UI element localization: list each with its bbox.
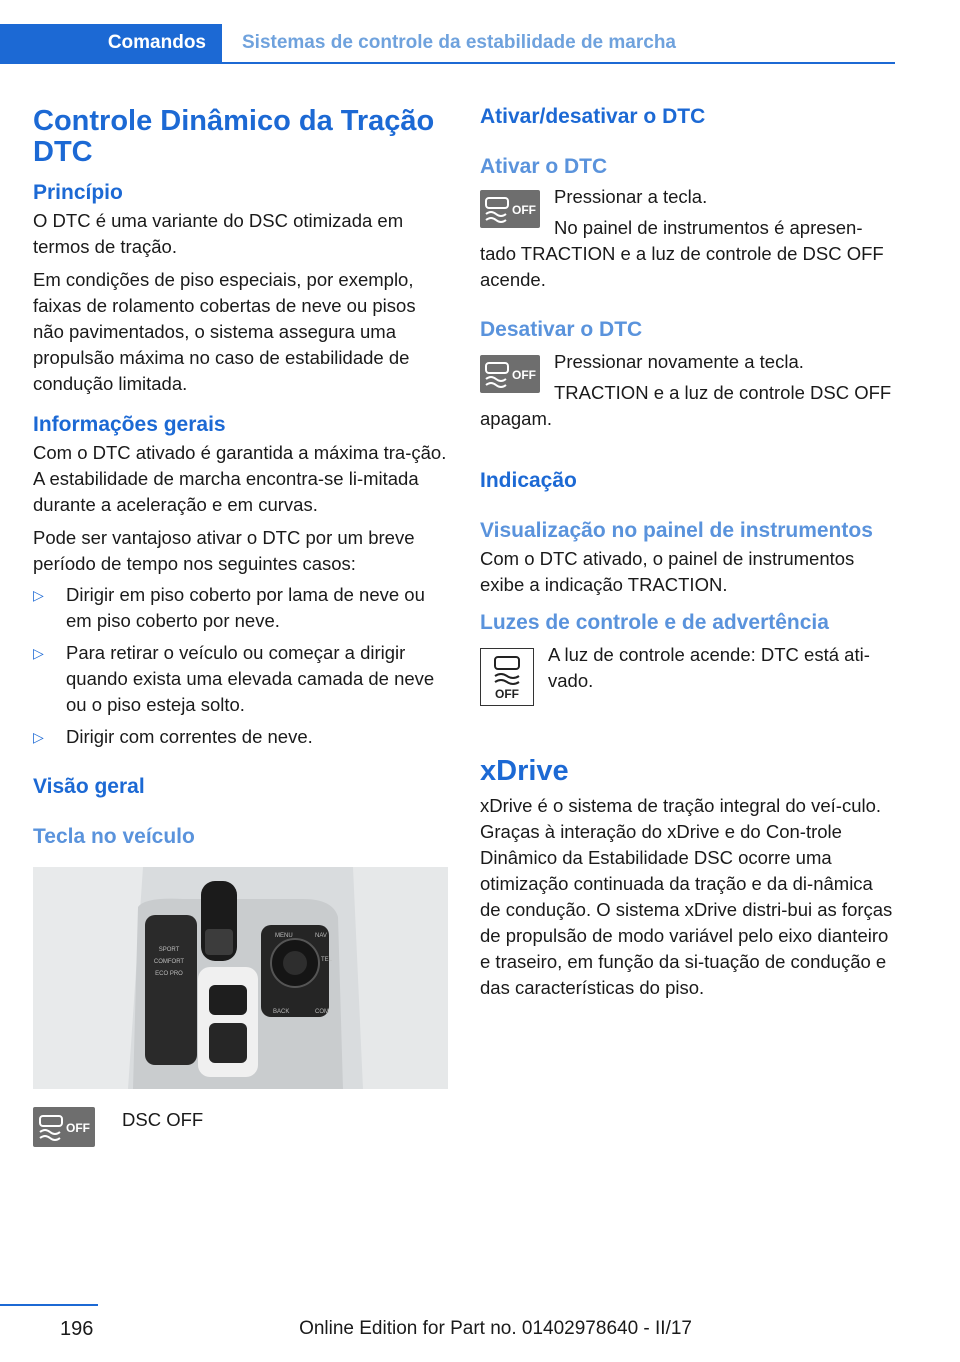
right-column [480,100,895,1001]
footer-rule [0,1304,98,1306]
dsc-off-button-icon [480,355,540,393]
dsc-off-button-icon [33,1107,95,1147]
svg-text:OFF: OFF [512,368,536,382]
dsc-off-row [33,1107,448,1147]
svg-text:BACK: BACK [273,1009,290,1015]
svg-text:OFF: OFF [66,1121,90,1135]
principio-paragraph-2: Em condições de piso especiais, por exemplo, faixas de rolamento cobertas de neve ou pisos não pavimentados, o sistema assegura uma propulsão máxima no caso de estabilidade de condução limitada. [33,269,416,394]
visualizacao-heading: Visualização no painel de instrumentos [480,519,873,542]
visao-geral-heading: Visão geral [33,775,145,798]
list-item: ▷ Dirigir com correntes de neve. [33,724,448,750]
tecla-heading: Tecla no veículo [33,825,195,848]
info-paragraph-1: Com o DTC ativado é garantida a máxima tra-ção. A estabilidade de marcha encontra-se li-mitada durante a aceleração e em curvas. [33,442,447,515]
center-console-photo [33,867,448,1089]
ativar-step-2: No painel de instrumentos é apresen-tado TRACTION e a luz de controle de DSC OFF acende. [480,217,884,290]
list-item: ▷ Dirigir em piso coberto por lama de neve ou em piso coberto por neve. [33,584,425,631]
desativar-heading: Desativar o DTC [480,318,643,341]
edition-note: Online Edition for Part no. 01402978640 - II/17 [299,1318,692,1339]
svg-text:OFF: OFF [495,687,519,700]
skid-off-light-icon [487,654,527,700]
desativar-step-2: TRACTION e a luz de controle DSC OFF apagam. [480,382,892,429]
svg-text:ECO PRO: ECO PRO [155,971,183,977]
skid-off-icon [36,1112,92,1142]
xdrive-title: xDrive [480,755,569,787]
ativar-desativar-heading: Ativar/desativar o DTC [480,105,706,128]
info-paragraph-2: Pode ser vantajoso ativar o DTC por um breve período de tempo nos seguintes casos: [33,527,415,574]
skid-off-icon [482,359,538,389]
visualizacao-paragraph: Com o DTC ativado, o painel de instrumentos exibe a indicação TRACTION. [480,548,855,595]
svg-text:SPORT: SPORT [158,947,180,953]
ativar-step-1: Pressionar a tecla. [554,186,708,207]
page-title: Controle Dinâmico da Tração DTC [33,105,435,168]
dsc-off-button-icon [480,190,540,228]
chapter-title: Sistemas de controle da estabilidade de marcha [242,32,676,53]
info-heading: Informações gerais [33,413,226,436]
triangle-bullet-icon: ▷ [33,729,44,745]
indicacao-heading: Indicação [480,469,577,492]
page-number: 196 [60,1318,94,1340]
xdrive-paragraph: xDrive é o sistema de tração integral do veí-culo. Graças à interação do xDrive e do Con-trole Dinâmico da Estabilidade DSC ocorre uma otimização continuada da tração e da di-nâmica de condução. O sistema xDrive distri-bui as forças de propulsão de modo variável pelo eixo dianteiro e traseiro, em função da si-tuação de condução e das características do piso. [480,795,893,998]
svg-text:COMFORT: COMFORT [153,959,185,965]
desativar-block [480,349,895,432]
svg-text:OFF: OFF [512,203,536,217]
section-tab: Comandos [0,24,222,62]
situations-list [33,582,448,750]
luzes-paragraph: A luz de controle acende: DTC está ati-vado. [548,644,870,691]
svg-text:COM: COM [315,1009,329,1015]
principio-paragraph-1: O DTC é uma variante do DSC otimizada em termos de tração. [33,210,404,257]
svg-text:MENU: MENU [275,933,293,939]
desativar-step-1: Pressionar novamente a tecla. [554,351,804,372]
left-column [33,100,448,1147]
luzes-block [480,642,895,706]
triangle-bullet-icon: ▷ [33,587,44,603]
page-header [0,24,895,64]
traction-warning-light-icon [480,648,534,706]
center-console-illustration [33,867,448,1089]
skid-off-icon [482,194,538,224]
svg-text:NAV: NAV [315,933,327,939]
ativar-heading: Ativar o DTC [480,155,608,178]
principio-heading: Princípio [33,181,123,204]
dsc-off-label: DSC OFF [122,1109,204,1130]
ativar-block [480,184,895,293]
list-item: ▷ Para retirar o veículo ou começar a dirigir quando exista uma elevada camada de neve ou o piso esteja solto. [33,642,435,715]
triangle-bullet-icon: ▷ [33,645,44,661]
svg-text:TEL: TEL [321,957,333,963]
luzes-heading: Luzes de controle e de advertência [480,611,829,634]
